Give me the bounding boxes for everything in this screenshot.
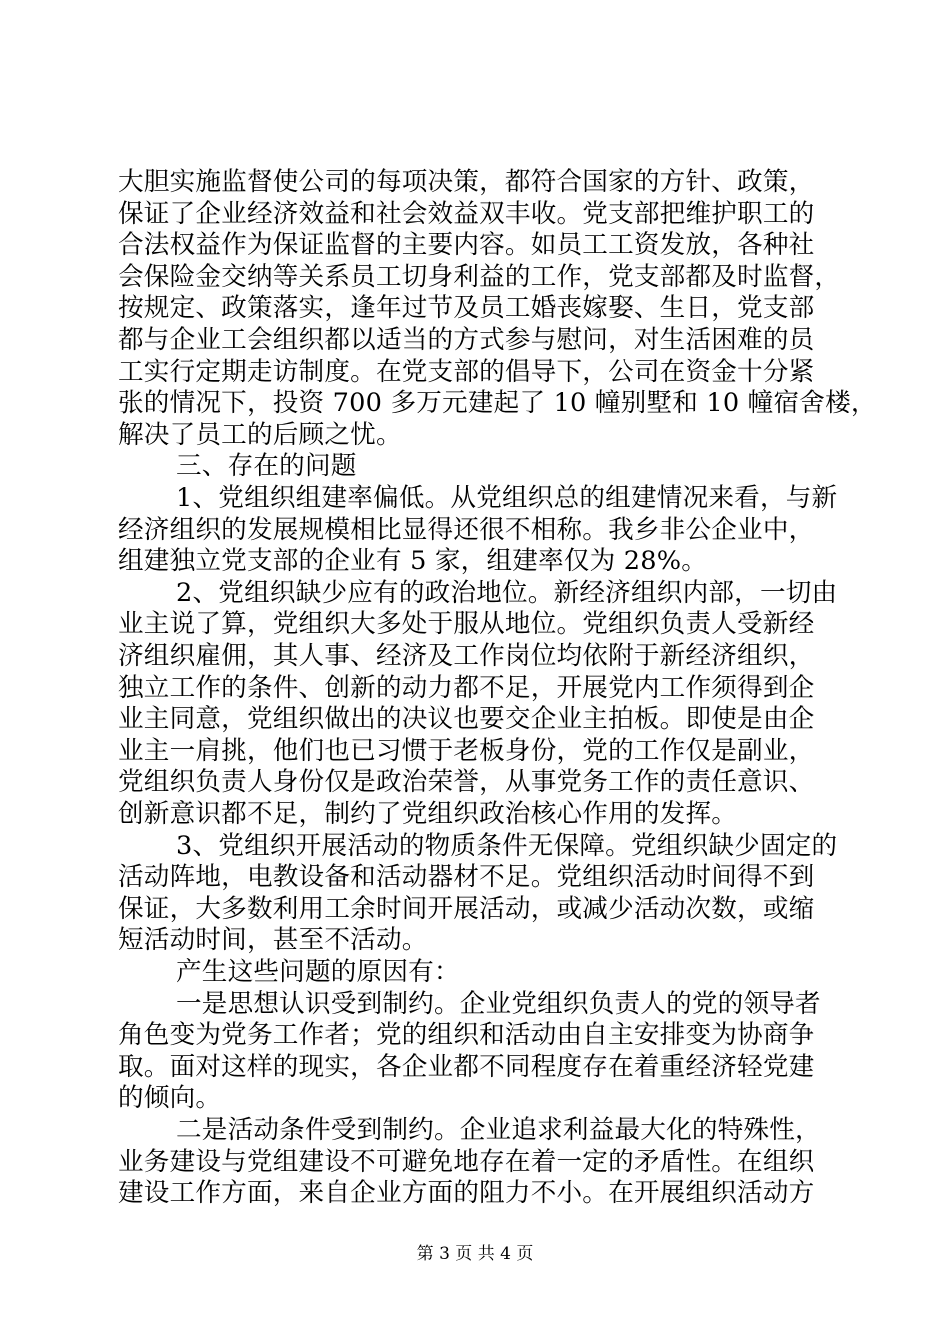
text-line: 会保险金交纳等关系员工切身利益的工作，党支部都及时监督，	[118, 261, 841, 292]
text-line: 产生这些问题的原因有：	[176, 957, 460, 987]
text-line: 2、党组织缺少应有的政治地位。新经济组织内部，一切由	[176, 577, 838, 608]
text-line: 建设工作方面，来自企业方面的阻力不小。在开展组织活动方	[118, 1178, 815, 1209]
text-line: 业主说了算，党组织大多处于服从地位。党组织负责人受新经	[118, 609, 815, 640]
text-line: 都与企业工会组织都以适当的方式参与慰问，对生活困难的员	[118, 325, 815, 355]
text-line: 短活动时间，甚至不活动。	[118, 925, 428, 956]
text-line: 工实行定期走访制度。在党支部的倡导下，公司在资金十分紧	[118, 356, 815, 387]
text-line: 的倾向。	[118, 1083, 222, 1114]
text-line: 业务建设与党组建设不可避免地存在着一定的矛盾性。在组织	[118, 1146, 815, 1177]
text-line: 3、党组织开展活动的物质条件无保障。党组织缺少固定的	[176, 830, 838, 861]
section-heading: 三、存在的问题	[176, 451, 357, 482]
text-line: 业主一肩挑，他们也已习惯于老板身份，党的工作仅是副业，	[118, 735, 815, 766]
text-line: 张的情况下，投资 700 多万元建起了 10 幢别墅和 10 幢宿舍楼，	[118, 388, 877, 419]
text-line: 保证了企业经济效益和社会效益双丰收。党支部把维护职工的	[118, 198, 815, 229]
text-line: 取。面对这样的现实，各企业都不同程度存在着重经济轻党建	[118, 1051, 815, 1082]
page-footer: 第 3 页 共 4 页	[416, 1244, 534, 1264]
text-line: 合法权益作为保证监督的主要内容。如员工工资发放，各种社	[118, 230, 815, 261]
text-line: 业主同意，党组织做出的决议也要交企业主拍板。即使是由企	[118, 704, 815, 735]
text-line: 活动阵地，电教设备和活动器材不足。党组织活动时间得不到	[118, 862, 815, 893]
text-line: 一是思想认识受到制约。企业党组织负责人的党的领导者	[176, 988, 821, 1019]
text-line: 角色变为党务工作者；党的组织和活动由自主安排变为协商争	[118, 1020, 815, 1051]
text-line: 党组织负责人身份仅是政治荣誉，从事党务工作的责任意识、	[118, 767, 815, 798]
text-line: 创新意识都不足，制约了党组织政治核心作用的发挥。	[118, 799, 738, 829]
text-line: 大胆实施监督使公司的每项决策，都符合国家的方针、政策，	[118, 167, 815, 197]
text-line: 1、党组织组建率偏低。从党组织总的组建情况来看，与新	[176, 483, 838, 513]
text-line: 经济组织的发展规模相比显得还很不相称。我乡非公企业中，	[118, 514, 815, 545]
text-line: 按规定、政策落实，逢年过节及员工婚丧嫁娶、生日，党支部	[118, 293, 815, 324]
text-line: 保证，大多数利用工余时间开展活动，或减少活动次数，或缩	[118, 893, 815, 924]
text-line: 二是活动条件受到制约。企业追求利益最大化的特殊性，	[176, 1115, 821, 1145]
text-line: 济组织雇佣，其人事、经济及工作岗位均依附于新经济组织，	[118, 641, 815, 671]
text-line: 独立工作的条件、创新的动力都不足，开展党内工作须得到企	[118, 672, 815, 703]
text-line: 组建独立党支部的企业有 5 家，组建率仅为 28%。	[118, 546, 708, 577]
text-line: 解决了员工的后顾之忧。	[118, 419, 402, 450]
